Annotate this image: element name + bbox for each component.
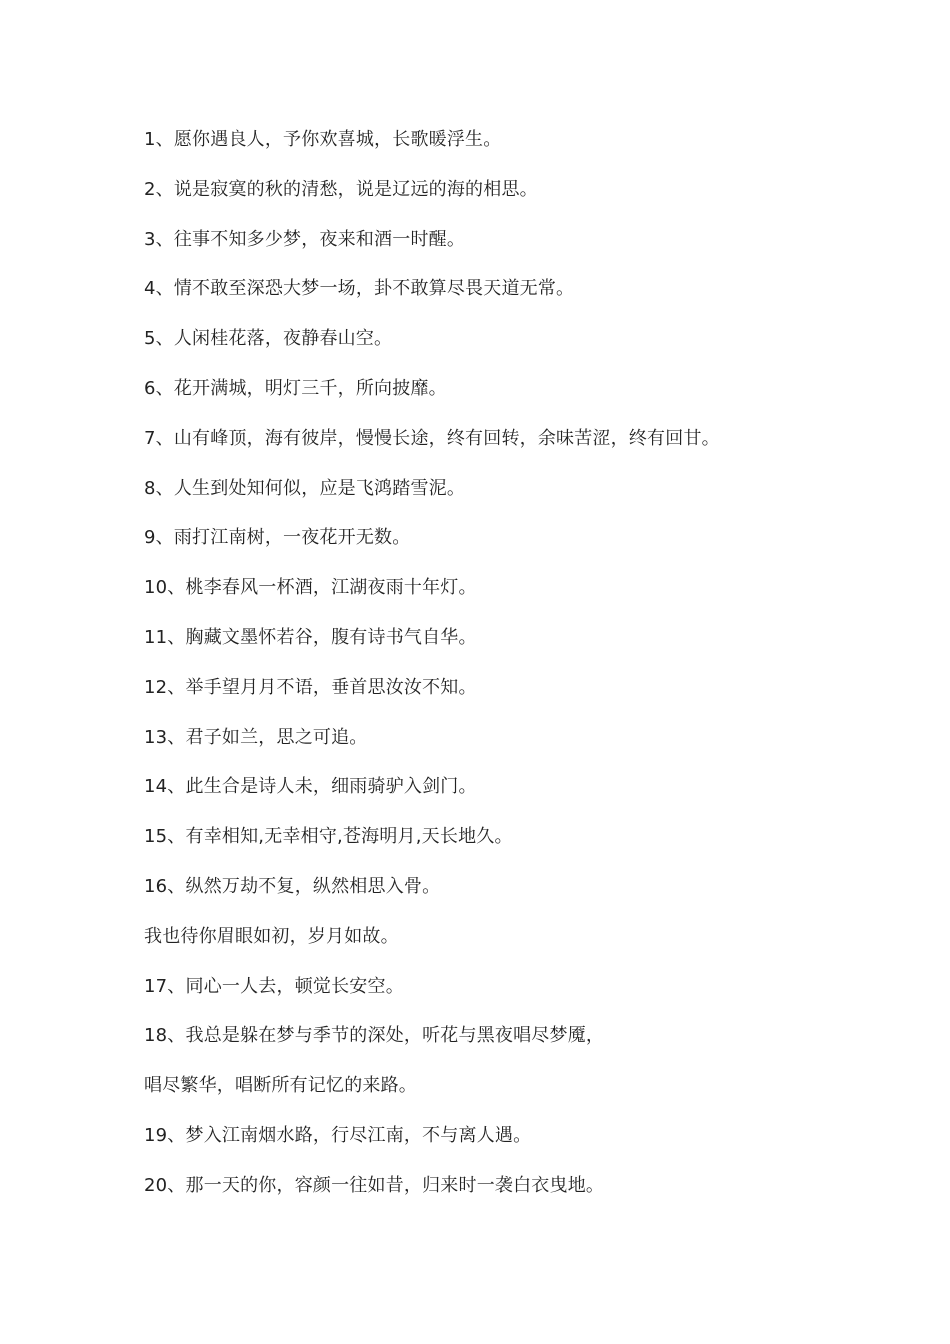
- text-line: 10、桃李春风一杯酒，江湖夜雨十年灯。: [144, 577, 477, 599]
- text-line: 3、往事不知多少梦，夜来和酒一时醒。: [144, 228, 466, 250]
- text-line: 4、情不敢至深恐大梦一场，卦不敢算尽畏天道无常。: [144, 278, 575, 300]
- text-line: 19、梦入江南烟水路，行尽江南，不与离人遇。: [144, 1124, 532, 1146]
- text-line: 唱尽繁华，唱断所有记忆的来路。: [144, 1075, 417, 1097]
- text-line: 5、人闲桂花落，夜静春山空。: [144, 328, 393, 350]
- text-line: 9、雨打江南树，一夜花开无数。: [144, 527, 411, 549]
- text-line: 8、人生到处知何似，应是飞鸿踏雪泥。: [144, 477, 466, 499]
- text-line: 14、此生合是诗人未，细雨骑驴入剑门。: [144, 776, 477, 798]
- text-line: 20、那一天的你，容颜一往如昔，归来时一袭白衣曳地。: [144, 1174, 605, 1196]
- text-line: 6、花开满城，明灯三千，所向披靡。: [144, 377, 447, 399]
- text-line: 13、君子如兰，思之可追。: [144, 726, 368, 748]
- text-line: 7、山有峰顶，海有彼岸，慢慢长途，终有回转，余味苦涩，终有回甘。: [144, 427, 720, 449]
- text-lines: [144, 125, 844, 1221]
- text-line: 16、纵然万劫不复，纵然相思入骨。: [144, 875, 441, 897]
- text-line: 18、我总是躲在梦与季节的深处，听花与黑夜唱尽梦魇，: [144, 1025, 605, 1047]
- text-line: 17、同心一人去，顿觉长安空。: [144, 975, 404, 997]
- text-line: 我也待你眉眼如初，岁月如故。: [144, 925, 399, 947]
- text-line: 15、有幸相知,无幸相守,苍海明月,天长地久。: [144, 826, 513, 848]
- text-line: 1、愿你遇良人，予你欢喜城，长歌暖浮生。: [144, 129, 502, 150]
- text-line: 2、说是寂寞的秋的清愁，说是辽远的海的相思。: [144, 178, 538, 200]
- text-line: 11、胸藏文墨怀若谷，腹有诗书气自华。: [144, 626, 477, 648]
- text-line: 12、举手望月月不语，垂首思汝汝不知。: [144, 676, 477, 698]
